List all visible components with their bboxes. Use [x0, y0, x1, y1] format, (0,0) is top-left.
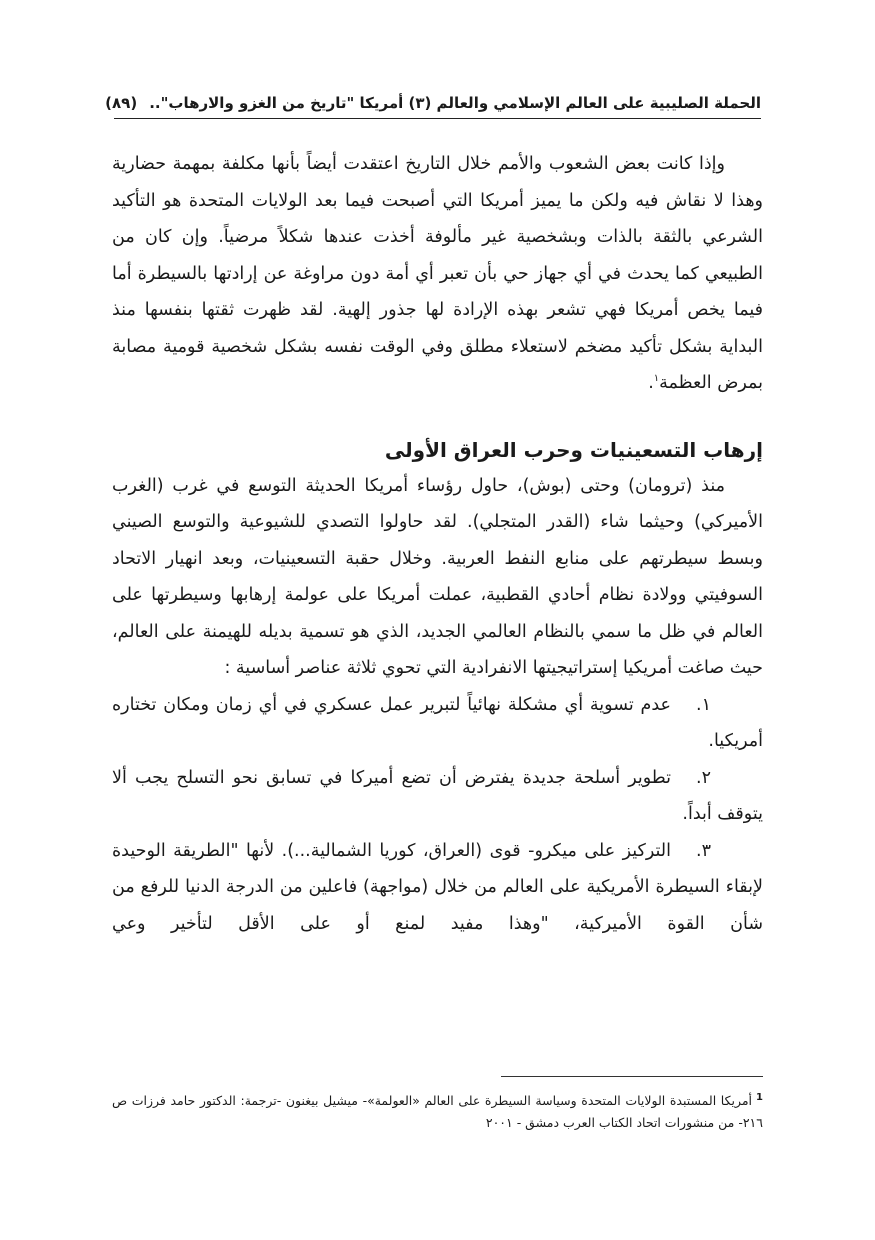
body-content	[112, 146, 763, 942]
intro-paragraph-text: وإذا كانت بعض الشعوب والأمم خلال التاريخ اعتقدت أيضاً بأنها مكلفة بمهمة حضارية وهذا لا نقاش فيه ولكن ما يميز أمريكا التي أصبحت فيما بعد الولايات المتحدة هو التأكيد الشرعي بالثقة بالذات وبشخصية غير مألوفة أخذت عندها شكلاً مرضياً. وإن كان من الطبيعي كما يحدث في أي جهاز حي بأن تعبر أي أمة دون مراوغة عن إرادتها بالسيطرة أما فيما يخص أمريكا فهي تشعر بهذه الإرادة لها جذور إلهية. لقد ظهرت ثقتها بنفسها منذ البداية بشكل تأكيد مضخم لاستعلاء مطلق وفي الوقت نفسه بشكل شخصية قومية مصابة بمرض العظمة	[112, 154, 763, 393]
list-number-2: ٢.	[696, 767, 711, 788]
footnote-number: 1	[756, 1091, 763, 1103]
intro-paragraph-end: .	[648, 373, 654, 393]
list-number-3: ٣.	[696, 840, 711, 861]
header-title: الحملة الصليبية على العالم الإسلامي والعالم (٣) أمريكا "تاريخ من الغزو والارهاب"..	[149, 94, 761, 112]
running-header	[105, 88, 761, 119]
intro-paragraph	[112, 146, 763, 402]
list-text-3: التركيز على ميكرو- قوى (العراق، كوريا الشمالية...). لأنها "الطريقة الوحيدة لإبقاء السيطرة الأمريكية على العالم من خلال (مواجهة) فاعلين من الدرجة الدنيا للرفع من شأن القوة الأميركية، "وهذا مفيد لمنع أو على الأقل لتأخير وعي	[112, 840, 763, 934]
list-text-1: عدم تسوية أي مشكلة نهائياً لتبرير عمل عسكري في أي زمان ومكان تختاره أمريكيا.	[112, 694, 763, 751]
section-paragraph: منذ (ترومان) وحتى (بوش)، حاول رؤساء أمريكا الحديثة التوسع في غرب (الغرب الأميركي) وحيثما شاء (القدر المتجلي). لقد حاولوا التصدي للشيوعية والتوسع الصيني وبسط سيطرتهم على منابع النفط العربية. وخلال حقبة التسعينيات، وبعد انهيار الاتحاد السوفيتي وولادة نظام أحادي القطبية، عملت أمريكا على عولمة إرهابها وسيطرتها على العالم في ظل ما سمي بالنظام العالمي الجديد، الذي هو تسمية بديله للهيمنة على العالم، حيث صاغت أمريكيا إستراتيجيتها الانفرادية التي تحوي ثلاثة عناصر أساسية :	[112, 475, 763, 678]
footnote-reference[interactable]: ١	[653, 373, 660, 385]
list-text-2: تطوير أسلحة جديدة يفترض أن تضع أميركا في تسابق نحو التسلح يجب ألا يتوقف أبداً.	[112, 767, 763, 824]
footnote-text: أمريكا المستبدة الولايات المتحدة وسياسة السيطرة على العالم «العولمة»- ميشيل بيغنون -ترجمة: الدكتور حامد فرزات ص ٢١٦- من منشورات اتحاد الكتاب العرب دمشق - ٢٠٠١	[112, 1093, 763, 1130]
list-item-1	[112, 687, 763, 760]
list-item-3	[112, 833, 763, 943]
footnote	[112, 1090, 763, 1134]
page-number: (٨٩)	[105, 94, 138, 112]
list-item-2	[112, 760, 763, 833]
list-number-1: ١.	[696, 694, 711, 715]
section-heading: إرهاب التسعينيات وحرب العراق الأولى	[384, 437, 763, 462]
footnote-divider	[501, 1076, 763, 1077]
